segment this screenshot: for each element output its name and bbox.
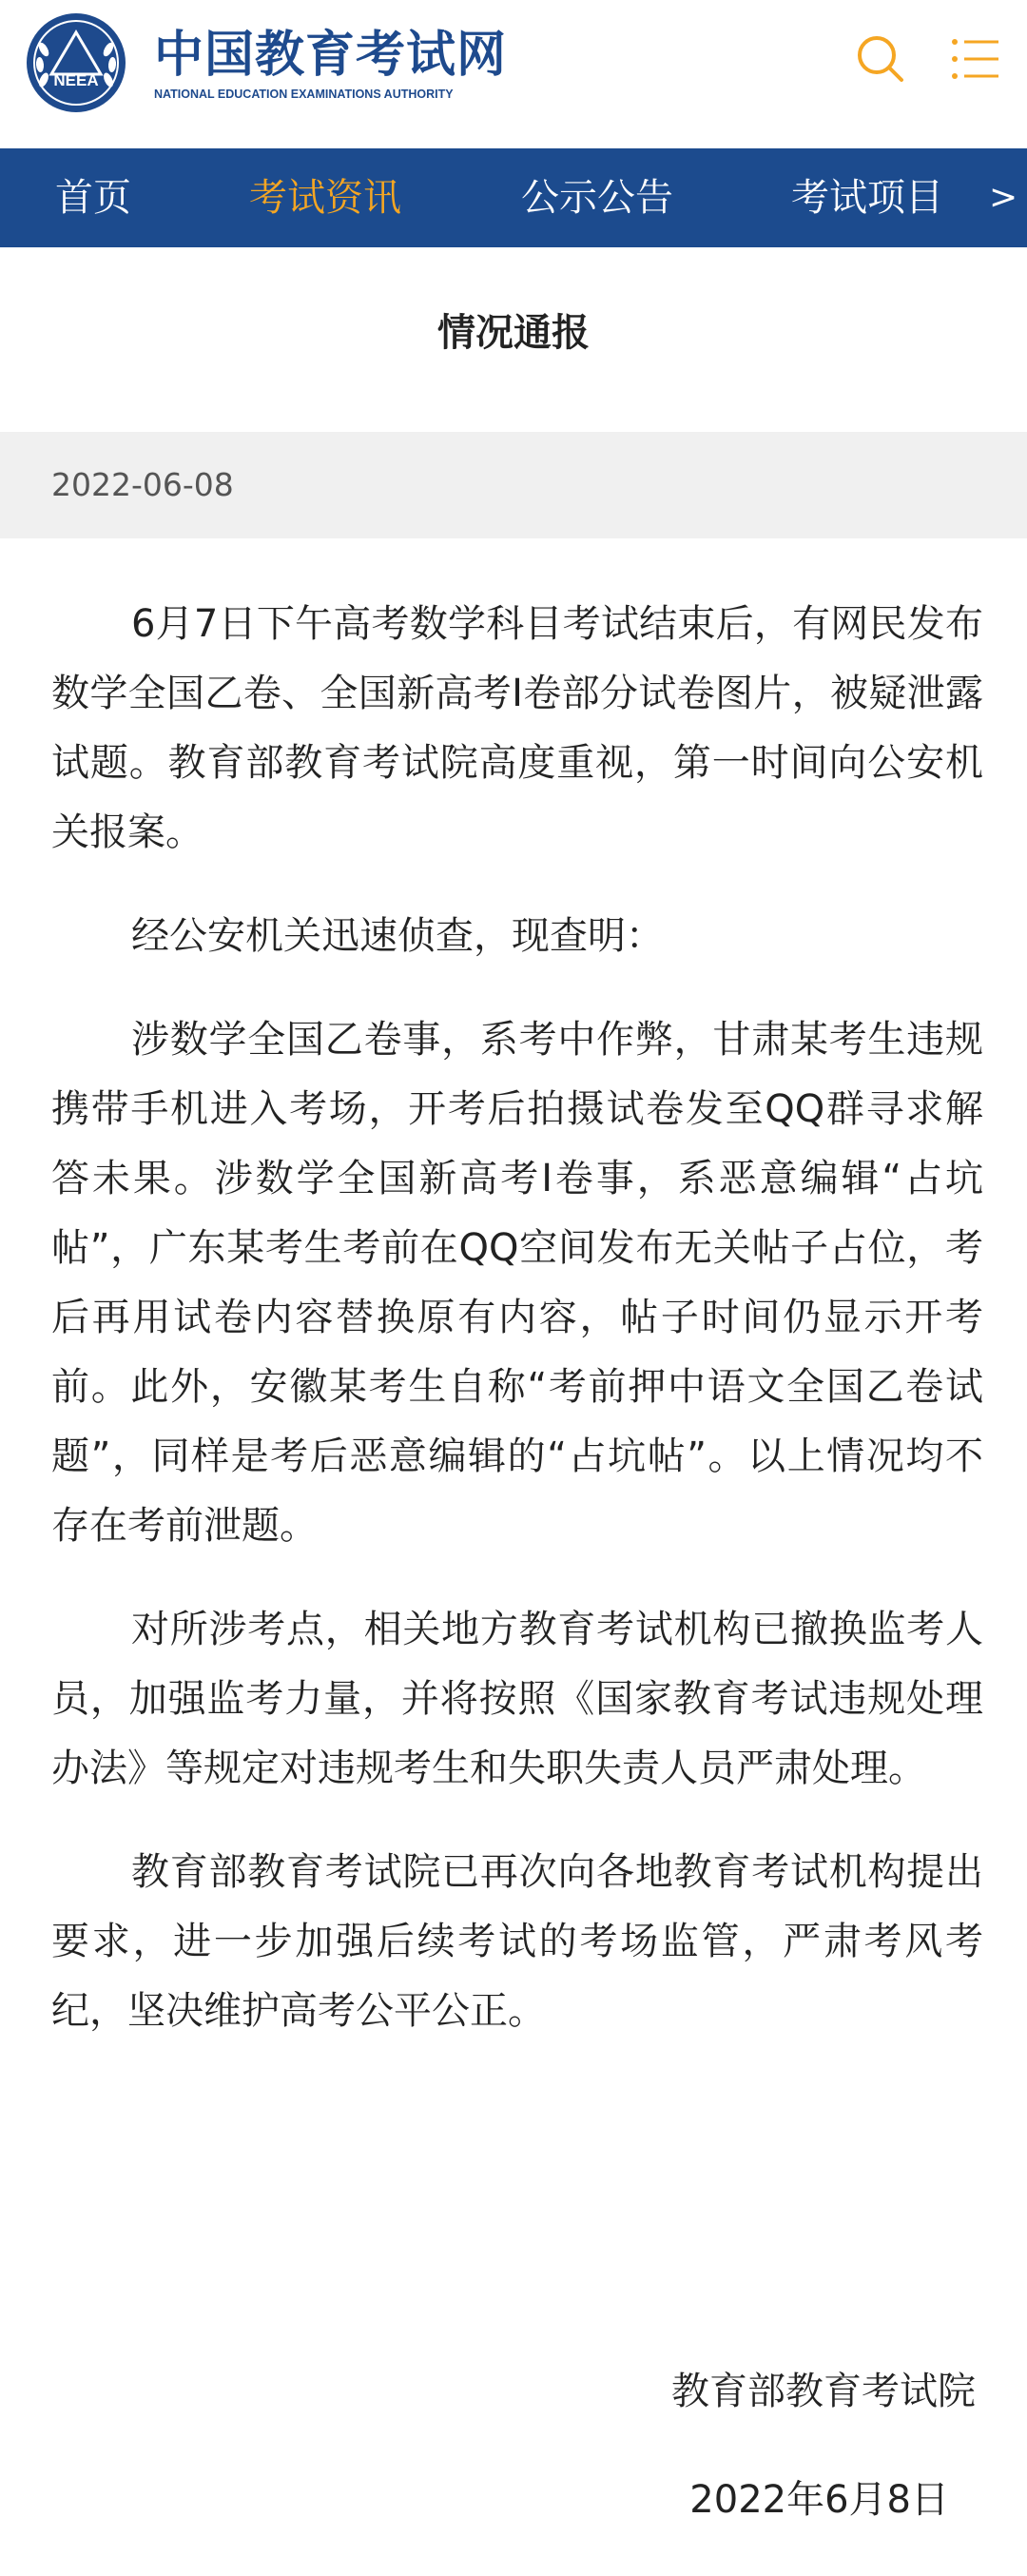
article-paragraph: 经公安机关迅速侦查，现查明：	[131, 914, 664, 958]
signature-date: 2022年6月8日	[689, 2478, 949, 2522]
nav-more-arrow[interactable]: >	[989, 178, 1018, 217]
publish-date: 2022-06-08	[51, 466, 234, 503]
menu-icon	[951, 36, 1000, 82]
main-nav	[0, 148, 1027, 247]
search-button[interactable]	[854, 32, 907, 86]
signature-org: 教育部教育考试院	[671, 2370, 976, 2413]
neea-logo[interactable]	[25, 11, 127, 114]
nav-item-announcements[interactable]: 公示公告	[521, 176, 673, 220]
article-paragraph: 涉数学全国乙卷事，系考中作弊，甘肃某考生违规携带手机进入考场，开考后拍摄试卷发至QQ群寻求解答未果。涉数学全国新高考Ⅰ卷事，系恶意编辑“占坑帖”，广东某考生考前在QQ空间发布无关帖子占位，考后再用试卷内容替换原有内容，帖子时间仍显示开考前。此外，安徽某考生自称“考前押中语文全国乙卷试题”，同样是考后恶意编辑的“占坑帖”。以上情况均不存在考前泄题。	[51, 1018, 983, 1548]
site-header	[0, 0, 1027, 148]
logo-text: NEEA	[53, 71, 99, 89]
article-paragraph: 6月7日下午高考数学科目考试结束后，有网民发布数学全国乙卷、全国新高考Ⅰ卷部分试卷图片，被疑泄露试题。教育部教育考试院高度重视，第一时间向公安机关报案。	[51, 602, 983, 854]
nav-item-home[interactable]: 首页	[55, 176, 131, 220]
article-body	[51, 590, 983, 2080]
article-paragraph: 对所涉考点，相关地方教育考试机构已撤换监考人员，加强监考力量，并将按照《国家教育考试违规处理办法》等规定对违规考生和失职失责人员严肃处理。	[51, 1608, 983, 1790]
article-paragraph: 教育部教育考试院已再次向各地教育考试机构提出要求，进一步加强后续考试的考场监管，严肃考风考纪，坚决维护高考公平公正。	[51, 1850, 983, 2033]
site-name-en: NATIONAL EDUCATION EXAMINATIONS AUTHORITY	[154, 88, 454, 101]
date-bar	[0, 432, 1027, 538]
site-name[interactable]	[154, 27, 507, 103]
article-title: 情况通报	[437, 311, 590, 355]
site-name-cn: 中国教育考试网	[154, 27, 508, 84]
search-icon	[854, 32, 907, 86]
nav-item-exam-projects[interactable]: 考试项目	[791, 176, 943, 220]
nav-item-exam-news[interactable]: 考试资讯	[249, 176, 401, 220]
menu-button[interactable]	[951, 36, 1000, 82]
